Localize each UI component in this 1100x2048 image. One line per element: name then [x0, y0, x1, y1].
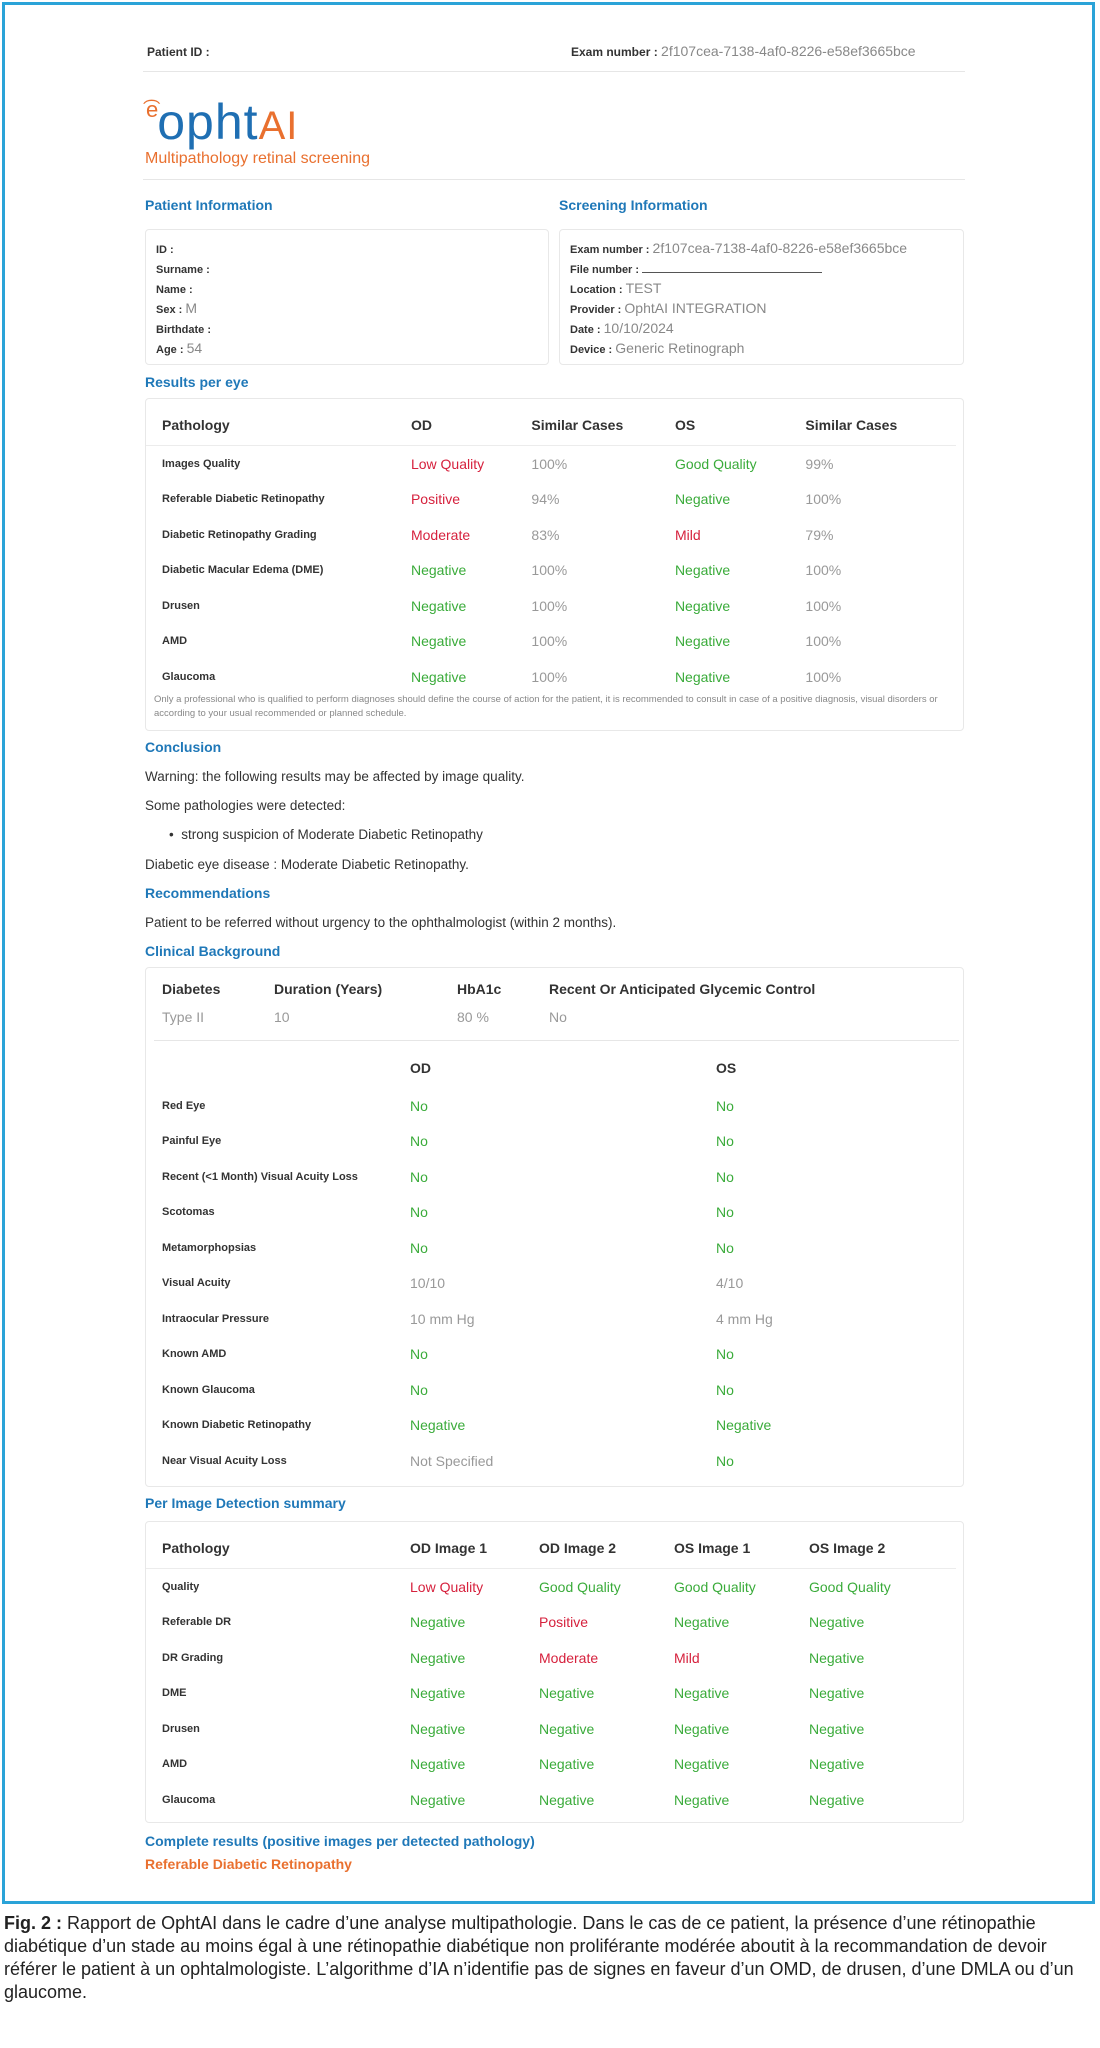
per-image-result: Moderate: [539, 1649, 599, 1666]
os-value: No: [716, 1204, 734, 1221]
table-row: [146, 1782, 956, 1818]
clinical-item-label: Known Glaucoma: [162, 1383, 255, 1396]
exam-number-value: 2f107cea-7138-4af0-8226-e58ef3665bce: [661, 43, 916, 59]
table-row: [146, 482, 956, 518]
os-value: No: [716, 1346, 734, 1363]
od-value: No: [410, 1133, 428, 1150]
pathology-name: DR Grading: [162, 1651, 224, 1664]
patient-info-field-label: Name :: [156, 284, 193, 296]
per-image-result: Negative: [809, 1685, 865, 1702]
eye-header-cell: OS: [716, 1060, 737, 1076]
patient-info-field-value: M: [185, 300, 198, 316]
screening-info-field-label: File number :: [570, 264, 640, 276]
od-similar-cases: 94%: [531, 491, 560, 508]
screening-info-field-label: Provider :: [570, 304, 622, 316]
file-number-blank: [642, 262, 822, 273]
patient-info-field-label: ID :: [156, 244, 174, 256]
patient-info-field: [156, 298, 548, 318]
per-image-result: Low Quality: [410, 1578, 484, 1595]
od-similar-cases: 83%: [531, 526, 560, 543]
os-similar-cases: 79%: [805, 526, 834, 543]
os-value: No: [716, 1133, 734, 1150]
od-result: Moderate: [410, 526, 471, 543]
os-value: 4 mm Hg: [716, 1310, 773, 1327]
table-row: [146, 1676, 956, 1712]
diabetes-value-cell: 80 %: [457, 1009, 489, 1025]
os-similar-cases: 99%: [805, 455, 834, 472]
caption-text: Rapport de OphtAI dans le cadre d’une analyse multipathologie. Dans le cas de ce patient, la présence d’une rétinopathie diabétique d’un stade au moins égal à une rétinopathie diabétique non proliférante modérée aboutit à la recommandation de devoir référer le patient à un ophtalmologiste. L’algorithme d’IA n’identifie pas de signes en faveur d’un OMD, de drusen, d’une DMLA ou d’un glaucome.: [4, 1913, 1074, 2002]
logo-text-main: opht: [157, 94, 259, 150]
screening-info-card: [559, 229, 964, 365]
complete-results-title[interactable]: Complete results (positive images per detected pathology): [145, 1833, 535, 1849]
eye-header-cell: OD: [410, 1060, 431, 1076]
report-frame: [2, 2, 1095, 1904]
os-value: No: [716, 1452, 734, 1469]
table-row: [146, 659, 956, 695]
patient-info-field-label: Birthdate :: [156, 324, 211, 336]
per-image-result: Negative: [674, 1756, 730, 1773]
os-value: No: [716, 1239, 734, 1256]
per-image-header-cell: OS Image 1: [674, 1540, 751, 1556]
swirl-icon: ͡e: [145, 97, 160, 122]
results-header-cell: Similar Cases: [531, 417, 624, 433]
os-result: Negative: [674, 668, 731, 685]
per-image-header-cell: Pathology: [162, 1540, 230, 1556]
table-row: [146, 624, 956, 660]
screening-info-field-label: Device :: [570, 344, 613, 356]
table-row: [146, 1605, 956, 1641]
screening-info-field: [570, 258, 963, 278]
diabetes-header-cell: HbA1c: [457, 981, 502, 997]
screening-info-field: [570, 318, 963, 338]
diabetes-header-cell: Recent Or Anticipated Glycemic Control: [549, 981, 816, 997]
disclaimer-note: Only a professional who is qualified to perform diagnoses should define the course of action for the patient, it is recommended to consult in case of a positive diagnosis, visual disorders or according to your usual recommended or planned schedule.: [154, 694, 938, 719]
table-row: [146, 1408, 956, 1444]
table-row: [146, 1124, 956, 1160]
screening-info-field-label: Exam number :: [570, 244, 650, 256]
per-image-result: Negative: [809, 1649, 865, 1666]
clinical-item-label: Known Diabetic Retinopathy: [162, 1419, 312, 1432]
clinical-item-label: Intraocular Pressure: [162, 1312, 269, 1325]
results-per-eye-title: Results per eye: [145, 374, 249, 390]
eye-header-cell: [146, 1048, 410, 1088]
table-row: [146, 517, 956, 553]
screening-info-field-value: 10/10/2024: [603, 320, 674, 336]
od-similar-cases: 100%: [531, 562, 568, 579]
per-image-result: Negative: [539, 1756, 595, 1773]
per-image-result: Positive: [539, 1614, 589, 1631]
os-result: Negative: [674, 562, 731, 579]
os-similar-cases: 100%: [805, 491, 842, 508]
clinical-item-label: Scotomas: [162, 1206, 215, 1219]
od-value: No: [410, 1346, 428, 1363]
os-result: Mild: [674, 526, 701, 543]
table-row: [146, 588, 956, 624]
screening-info-field: [570, 278, 963, 298]
clinical-item-label: Metamorphopsias: [162, 1241, 257, 1254]
results-per-eye-card: [145, 398, 964, 731]
od-value: No: [410, 1168, 428, 1185]
per-image-result: Negative: [410, 1614, 466, 1631]
per-image-result: Negative: [410, 1756, 466, 1773]
clinical-item-label: Red Eye: [162, 1099, 206, 1112]
od-result: Negative: [410, 668, 467, 685]
per-image-result: Mild: [674, 1649, 700, 1666]
od-value: 10/10: [410, 1275, 446, 1292]
pathology-name: Diabetic Retinopathy Grading: [162, 528, 317, 541]
pathology-name: Glaucoma: [162, 1793, 216, 1806]
diabetes-value-cell: Type II: [162, 1009, 205, 1025]
report-header: [143, 35, 965, 71]
od-value: No: [410, 1239, 428, 1256]
per-image-title: Per Image Detection summary: [145, 1495, 346, 1511]
patient-info-title: Patient Information: [145, 197, 273, 213]
os-similar-cases: 100%: [805, 562, 842, 579]
diabetes-table: [146, 972, 956, 1028]
conclusion-title: Conclusion: [145, 739, 222, 755]
od-result: Positive: [410, 491, 460, 508]
od-value: No: [410, 1204, 428, 1221]
screening-info-field: [570, 238, 963, 258]
per-image-result: Negative: [539, 1685, 595, 1702]
pathology-name: Quality: [162, 1580, 200, 1593]
screening-info-field-label: Date :: [570, 324, 601, 336]
table-row: [146, 1711, 956, 1747]
screening-info-field-value: OphtAI INTEGRATION: [624, 300, 767, 316]
diabetes-value-cell: No: [549, 1009, 567, 1025]
exam-number: [571, 43, 916, 59]
patient-info-field: [156, 238, 548, 258]
table-row: [146, 1372, 956, 1408]
table-row: [146, 1159, 956, 1195]
per-image-result: Good Quality: [674, 1578, 756, 1595]
per-image-result: Negative: [674, 1791, 730, 1808]
table-row: [146, 1569, 956, 1605]
clinical-item-label: Recent (<1 Month) Visual Acuity Loss: [162, 1170, 358, 1183]
conclusion-bullet: • strong suspicion of Moderate Diabetic Retinopathy: [169, 827, 483, 842]
patient-info-field-value: 54: [186, 340, 203, 356]
patient-info-card: [145, 229, 549, 365]
os-value: Negative: [716, 1417, 772, 1434]
divider: [143, 179, 965, 180]
clinical-item-label: Painful Eye: [162, 1135, 222, 1148]
clinical-item-label: Near Visual Acuity Loss: [162, 1454, 287, 1467]
od-value: No: [410, 1381, 428, 1398]
od-value: No: [410, 1097, 428, 1114]
patient-info-field: [156, 318, 548, 338]
os-similar-cases: 100%: [805, 597, 842, 614]
table-row: [146, 446, 956, 482]
os-value: No: [716, 1097, 734, 1114]
od-result: Negative: [410, 597, 467, 614]
conclusion-bullet-text: strong suspicion of Moderate Diabetic Retinopathy: [181, 827, 483, 842]
figure-caption: [4, 1912, 1096, 2004]
od-similar-cases: 100%: [531, 597, 568, 614]
per-image-result: Negative: [674, 1614, 730, 1631]
per-image-card: [145, 1521, 964, 1823]
table-row: [146, 1747, 956, 1783]
per-image-header-cell: OD Image 2: [539, 1540, 617, 1556]
patient-info-field-label: Sex :: [156, 304, 183, 316]
results-header-cell: OS: [674, 417, 696, 433]
os-result: Negative: [674, 633, 731, 650]
recommendations-title: Recommendations: [145, 885, 271, 901]
results-per-eye-table: [146, 405, 956, 695]
od-value: 10 mm Hg: [410, 1310, 475, 1327]
os-result: Negative: [674, 491, 731, 508]
patient-info-field-label: Surname :: [156, 264, 210, 276]
table-row: [146, 1443, 956, 1479]
os-value: 4/10: [716, 1275, 744, 1292]
tagline: Multipathology retinal screening: [145, 150, 371, 167]
per-image-result: Negative: [809, 1614, 865, 1631]
per-image-result: Negative: [539, 1720, 595, 1737]
per-image-header-cell: OS Image 2: [809, 1540, 886, 1556]
per-image-result: Negative: [809, 1756, 865, 1773]
per-image-result: Negative: [410, 1791, 466, 1808]
per-image-result: Negative: [410, 1720, 466, 1737]
clinical-item-label: Known AMD: [162, 1348, 227, 1361]
clinical-background-title: Clinical Background: [145, 943, 281, 959]
screening-info-field: [570, 298, 963, 318]
pathology-name: Referable DR: [162, 1616, 232, 1629]
screening-info-field-value: Generic Retinograph: [615, 340, 745, 356]
pathology-name: Images Quality: [162, 457, 241, 470]
od-result: Negative: [410, 562, 467, 579]
screening-info-field-value: 2f107cea-7138-4af0-8226-e58ef3665bce: [652, 240, 908, 256]
table-row: [146, 1337, 956, 1373]
pathology-name: Drusen: [162, 1722, 200, 1735]
screening-info-field-value: TEST: [625, 280, 662, 296]
per-image-result: Negative: [410, 1685, 466, 1702]
screening-info-title: Screening Information: [559, 197, 708, 213]
table-row: [146, 1301, 956, 1337]
conclusion-disease: Diabetic eye disease : Moderate Diabetic Retinopathy.: [145, 857, 469, 872]
screening-info-field-label: Location :: [570, 284, 623, 296]
per-image-table: [146, 1528, 956, 1818]
pathology-name: Glaucoma: [162, 670, 216, 683]
pathology-name: Diabetic Macular Edema (DME): [162, 564, 324, 577]
od-result: Negative: [410, 633, 467, 650]
results-header-cell: Similar Cases: [805, 417, 898, 433]
per-image-header-cell: OD Image 1: [410, 1540, 488, 1556]
patient-id-label: Patient ID :: [147, 45, 210, 59]
os-value: No: [716, 1381, 734, 1398]
diabetes-header-cell: Duration (Years): [274, 981, 383, 997]
os-similar-cases: 100%: [805, 668, 842, 685]
patient-info-field: [156, 278, 548, 298]
divider: [154, 1040, 959, 1041]
per-image-result: Negative: [539, 1791, 595, 1808]
od-value: Negative: [410, 1417, 466, 1434]
complete-results-item[interactable]: Referable Diabetic Retinopathy: [145, 1856, 352, 1872]
table-row: [146, 1195, 956, 1231]
os-similar-cases: 100%: [805, 633, 842, 650]
clinical-item-label: Visual Acuity: [162, 1277, 231, 1290]
screening-info-field: [570, 338, 963, 358]
clinical-background-card: [145, 967, 964, 1487]
per-image-result: Good Quality: [539, 1578, 621, 1595]
od-similar-cases: 100%: [531, 633, 568, 650]
patient-info-field: [156, 338, 548, 358]
pathology-name: AMD: [162, 635, 188, 648]
results-header-cell: OD: [410, 417, 432, 433]
table-row: [146, 1230, 956, 1266]
per-image-result: Negative: [410, 1649, 466, 1666]
pathology-name: DME: [162, 1687, 187, 1700]
conclusion-detected: Some pathologies were detected:: [145, 798, 346, 813]
table-row: [146, 553, 956, 589]
od-similar-cases: 100%: [531, 668, 568, 685]
results-header-cell: Pathology: [162, 417, 230, 433]
divider: [143, 71, 965, 72]
os-result: Good Quality: [674, 455, 757, 472]
per-image-result: Negative: [674, 1720, 730, 1737]
patient-info-field: [156, 258, 548, 278]
ophtai-logo: [145, 93, 298, 151]
os-value: No: [716, 1168, 734, 1185]
caption-label: Fig. 2 :: [4, 1913, 62, 1933]
od-value: Not Specified: [410, 1452, 494, 1469]
per-image-result: Negative: [809, 1720, 865, 1737]
table-row: [146, 1266, 956, 1302]
table-row: [146, 1088, 956, 1124]
diabetes-value-cell: 10: [274, 1009, 290, 1025]
recommendations-text: Patient to be referred without urgency to the ophthalmologist (within 2 months).: [145, 915, 617, 930]
logo-text-ai: AI: [258, 104, 299, 148]
od-result: Low Quality: [410, 455, 485, 472]
per-image-result: Negative: [674, 1685, 730, 1702]
table-row: [146, 1640, 956, 1676]
conclusion-warning: Warning: the following results may be affected by image quality.: [145, 769, 525, 784]
per-image-result: Good Quality: [809, 1578, 891, 1595]
eye-history-table: [146, 1048, 956, 1479]
os-result: Negative: [674, 597, 731, 614]
od-similar-cases: 100%: [531, 455, 568, 472]
exam-number-label: Exam number :: [571, 45, 658, 59]
pathology-name: AMD: [162, 1758, 188, 1771]
diabetes-header-cell: Diabetes: [162, 981, 221, 997]
per-image-result: Negative: [809, 1791, 865, 1808]
pathology-name: Drusen: [162, 599, 200, 612]
patient-info-field-label: Age :: [156, 344, 184, 356]
pathology-name: Referable Diabetic Retinopathy: [162, 493, 325, 506]
